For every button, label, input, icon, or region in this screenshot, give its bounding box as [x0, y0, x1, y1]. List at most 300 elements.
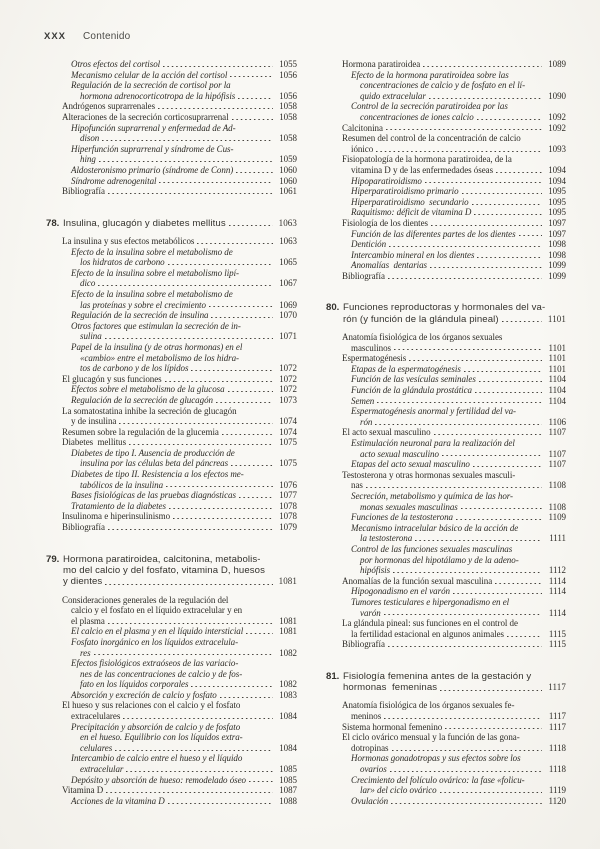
entry-text: nas	[351, 480, 363, 491]
toc-entry	[326, 271, 566, 282]
page-number: 1070	[279, 310, 297, 321]
toc-entry	[326, 197, 566, 208]
toc-line	[326, 796, 566, 807]
page-number: 1088	[279, 795, 297, 806]
entry-text: Función de las diferentes partes de los dientes	[351, 228, 516, 239]
toc-line	[46, 490, 297, 501]
entry-text: Hipoparatiroidismo	[351, 175, 422, 186]
dot-leader	[453, 593, 542, 594]
toc-entry	[46, 690, 297, 701]
toc-entry	[46, 658, 297, 690]
page-number: 1074	[279, 426, 297, 437]
toc-line	[46, 101, 297, 112]
entry-text: y de insulina	[71, 416, 117, 427]
page-number: 1101	[548, 353, 566, 364]
dot-leader	[377, 402, 542, 403]
entry-text: Control de la secreción paratiroidea por las	[351, 101, 508, 112]
entry-text: Intercambio de calcio entre el hueso y el líquido	[71, 753, 243, 764]
entry-text: vitamina D y de las enfermedades óseas	[351, 164, 494, 175]
entry-text: acto sexual masculino	[360, 448, 439, 459]
toc-line	[46, 732, 297, 743]
toc-entry	[46, 469, 297, 490]
page-number: 1074	[279, 416, 297, 427]
toc-entry	[46, 80, 297, 101]
entry-text: Raquitismo: déficit de vitamina D	[351, 207, 472, 218]
page-number: 1098	[548, 249, 566, 260]
toc-line	[326, 133, 566, 144]
entry-text: Diabetes de tipo II. Resistencia a los efectos me-	[71, 469, 244, 480]
toc-line	[46, 616, 297, 627]
toc-line	[46, 480, 297, 491]
entry-text: Hormonas gonadotropas y sus efectos sobre los	[351, 753, 521, 764]
toc-entry	[326, 239, 566, 250]
toc-line	[46, 176, 297, 187]
page-number: 1059	[279, 154, 297, 165]
toc-line	[46, 743, 297, 754]
toc-line	[326, 459, 566, 470]
toc-entry	[326, 154, 566, 175]
page-number: 1075	[279, 458, 297, 469]
toc-entry	[46, 511, 297, 522]
toc-entry	[46, 406, 297, 427]
toc-line	[46, 278, 297, 289]
entry-text: Espermatogénesis anormal y fertilidad del va-	[351, 406, 516, 417]
entry-text: la fertilidad estacional en algunos animales	[351, 628, 504, 639]
entry-text: lar» del ciclo ovárico	[360, 785, 437, 796]
toc-line	[326, 165, 566, 176]
toc-line	[46, 154, 297, 165]
toc-entry	[46, 70, 297, 81]
dot-leader	[386, 129, 542, 130]
entry-text: Efecto de la hormona paratiroidea sobre las	[351, 69, 509, 80]
toc-line	[326, 732, 566, 743]
page-number: 1081	[279, 615, 297, 626]
entry-text: Efecto de la insulina sobre el metabolismo de	[71, 246, 233, 257]
entry-text: Fisiopatología de la hormona paratiroidea, de la	[342, 154, 512, 165]
entry-text: Semen	[351, 395, 375, 406]
entry-text: El glucagón y sus funciones	[62, 373, 162, 384]
dot-leader	[158, 108, 273, 109]
entry-text: concentraciones de calcio y de fosfato en el lí-	[360, 80, 526, 91]
entry-text: Insulinoma e hiperinsulinismo	[62, 511, 171, 522]
toc-entry	[326, 133, 566, 154]
toc-entry	[46, 448, 297, 469]
entry-text: El acto sexual masculino	[342, 427, 431, 438]
toc-entry	[46, 176, 297, 187]
page-number: 1078	[279, 500, 297, 511]
toc-line	[46, 448, 297, 459]
dot-leader	[238, 98, 273, 99]
page-number: 1082	[279, 679, 297, 690]
toc-line	[46, 690, 297, 701]
toc-line	[46, 427, 297, 438]
entry-text: Funciones reproductoras y hormonales del va-	[343, 302, 546, 314]
dot-leader	[191, 686, 273, 687]
toc-line	[326, 512, 566, 523]
toc-line	[46, 342, 297, 353]
toc-entry	[326, 732, 566, 753]
dot-leader	[173, 518, 273, 519]
toc-line	[326, 764, 566, 775]
toc-line	[46, 289, 297, 300]
dot-leader	[434, 434, 542, 435]
dot-leader	[388, 646, 542, 647]
entry-text: Función de la glándula prostática	[351, 385, 473, 396]
dot-leader	[222, 434, 273, 435]
toc-line	[326, 576, 566, 587]
entry-text: Otros efectos del cortisol	[71, 59, 161, 69]
dot-leader	[169, 508, 273, 509]
toc-entry	[326, 59, 566, 70]
toc-entry	[46, 700, 297, 721]
toc-entry	[326, 597, 566, 618]
page-number: 1119	[548, 785, 566, 796]
entry-text: Etapas de la espermatogénesis	[351, 363, 461, 374]
toc-line	[46, 247, 297, 258]
toc-entry	[46, 59, 297, 70]
chapter-number: 80.	[326, 302, 340, 314]
toc-entry	[46, 289, 297, 310]
chapter-number: 79.	[46, 553, 60, 565]
entry-text: «cambio» entre el metabolismo de los hidra-	[80, 352, 239, 363]
dot-leader	[464, 371, 542, 372]
toc-line	[46, 637, 297, 648]
entry-text: mo del calcio y del fosfato, vitamina D, huesos	[63, 564, 265, 576]
page-number: 1095	[548, 207, 566, 218]
chapter-number: 78.	[46, 217, 60, 229]
toc-line	[326, 207, 566, 218]
toc-line	[46, 700, 297, 711]
dot-leader	[440, 690, 542, 691]
page-number: 1114	[548, 586, 566, 597]
entry-text: Anatomía fisiológica de los órganos sexuales fe-	[342, 700, 515, 711]
dot-leader	[249, 781, 273, 782]
toc-entry	[326, 775, 566, 796]
toc-line	[326, 332, 566, 343]
entry-text: Alteraciones de la secreción corticosuprarrenal	[62, 111, 229, 122]
entry-text: Fisiología de los dientes	[342, 217, 428, 228]
dot-leader	[384, 718, 542, 719]
toc-line	[326, 406, 566, 417]
entry-text: el plasma	[71, 615, 105, 626]
page-number: 1120	[548, 795, 566, 806]
toc-line	[326, 438, 566, 449]
dot-leader	[392, 750, 543, 751]
toc-line	[46, 133, 297, 144]
dot-leader	[415, 540, 542, 541]
toc-line	[326, 775, 566, 786]
page-number: 1056	[279, 90, 297, 101]
toc-entry	[46, 165, 297, 176]
dot-leader	[425, 182, 542, 183]
page-number: 1058	[279, 133, 297, 144]
toc-entry	[46, 522, 297, 533]
entry-text: Estimulación neuronal para la realización del	[351, 438, 515, 448]
toc-line	[326, 302, 566, 313]
toc-line	[326, 597, 566, 608]
entry-text: fato en los líquidos corporales	[80, 679, 189, 690]
toc-entry	[46, 310, 297, 321]
dot-leader	[228, 391, 273, 392]
toc-entry	[46, 186, 297, 197]
dot-leader	[479, 381, 542, 382]
dot-leader	[159, 182, 273, 183]
page-number: 1114	[548, 575, 566, 586]
entry-text: Mecanismo celular de la acción del cortisol	[71, 69, 228, 80]
dot-leader	[230, 76, 273, 77]
page-number: 1106	[548, 416, 566, 427]
dot-leader	[440, 792, 542, 793]
entry-text: Secreción, metabolismo y química de las hor-	[351, 490, 514, 501]
dot-leader	[461, 508, 542, 509]
page-number: 1063	[279, 236, 297, 247]
dot-leader	[429, 98, 542, 99]
entry-text: y dientes	[63, 576, 103, 588]
page-number: 1075	[279, 437, 297, 448]
toc-entry	[326, 260, 566, 271]
dot-leader	[472, 204, 542, 205]
toc-line	[46, 363, 297, 374]
toc-line	[326, 144, 566, 155]
toc-line	[46, 353, 297, 364]
toc-line	[326, 353, 566, 364]
dot-leader	[375, 424, 542, 425]
toc-entry	[46, 626, 297, 637]
dot-leader	[477, 257, 542, 258]
toc-entry	[326, 218, 566, 229]
entry-text: Espermatogénesis	[342, 353, 407, 364]
toc-line	[326, 59, 566, 70]
entry-text: calcio y el fosfato en el líquido extracelular y en	[71, 605, 243, 616]
toc-line	[326, 544, 566, 555]
toc-chapter-entry	[46, 554, 297, 588]
dot-leader	[168, 803, 273, 804]
page-number: 1101	[548, 342, 566, 353]
toc-chapter-entry	[326, 302, 566, 325]
toc-line	[326, 154, 566, 165]
dot-leader	[119, 423, 273, 424]
toc-line	[326, 523, 566, 534]
toc-line	[46, 123, 297, 134]
toc-entry	[326, 207, 566, 218]
entry-text: Vitamina D	[62, 785, 104, 796]
dot-leader	[462, 193, 542, 194]
toc-line	[326, 218, 566, 229]
dot-leader	[239, 497, 273, 498]
entry-text: masculinos	[351, 342, 391, 353]
toc-entry	[326, 586, 566, 597]
entry-text: El ciclo ovárico mensual y la función de las gona-	[342, 732, 520, 743]
toc-entry	[46, 796, 297, 807]
dot-leader	[129, 444, 273, 445]
toc-line	[46, 331, 297, 342]
entry-text: sulina	[80, 331, 102, 342]
entry-text: los hidratos de carbono	[80, 257, 165, 268]
toc-line	[46, 669, 297, 680]
dot-leader	[393, 572, 542, 573]
toc-line	[46, 395, 297, 406]
dot-leader	[409, 360, 542, 361]
toc-entry	[326, 438, 566, 459]
page-number: 1071	[279, 331, 297, 342]
toc-line	[46, 384, 297, 395]
dot-leader	[502, 321, 542, 322]
toc-line	[46, 59, 297, 70]
toc-line	[326, 639, 566, 650]
page-number: 1060	[279, 164, 297, 175]
entry-text: hing	[80, 154, 96, 165]
toc-line	[46, 257, 297, 268]
entry-text: Efectos fisiológicos extraóseos de las variacio-	[71, 658, 239, 669]
page-number: 1072	[279, 384, 297, 395]
page-number: 1094	[548, 175, 566, 186]
entry-text: Tratamiento de la diabetes	[71, 500, 166, 511]
toc-line	[46, 764, 297, 775]
toc-line	[46, 321, 297, 332]
toc-line	[46, 70, 297, 81]
dot-leader	[475, 392, 542, 393]
page-number: 1098	[548, 239, 566, 250]
toc-entry	[326, 406, 566, 427]
entry-text: Anomalías dentarias	[351, 260, 428, 271]
page-number: 1093	[548, 143, 566, 154]
toc-entry	[46, 753, 297, 774]
toc-line	[326, 671, 566, 682]
entry-text: Intercambio mineral en los dientes	[351, 249, 475, 260]
toc-line	[326, 314, 566, 325]
entry-text: dotropinas	[351, 742, 389, 753]
toc-line	[326, 586, 566, 597]
entry-text: Diabetes mellitus	[62, 437, 127, 448]
entry-text: Hiperparatiroidismo secundario	[351, 196, 469, 207]
toc-line	[326, 271, 566, 282]
page-number: 1089	[548, 59, 566, 69]
dot-leader	[507, 636, 542, 637]
page-number: 1092	[548, 122, 566, 133]
toc-line	[46, 753, 297, 764]
toc-entry	[326, 332, 566, 353]
toc-line	[46, 796, 297, 807]
dot-leader	[108, 623, 273, 624]
entry-text: Resumen del control de la concentración de calcio	[342, 133, 521, 144]
page-number: 1069	[279, 299, 297, 310]
toc-entry	[326, 427, 566, 438]
entry-text: res	[80, 647, 91, 658]
dot-leader	[376, 151, 542, 152]
entry-text: Dentición	[351, 239, 387, 250]
toc-line	[46, 374, 297, 385]
dot-leader	[216, 402, 273, 403]
toc-entry	[46, 384, 297, 395]
page-number: 1083	[279, 689, 297, 700]
toc-entry	[326, 374, 566, 385]
toc-entry	[46, 437, 297, 448]
page-number: 1061	[279, 186, 297, 197]
toc-entry	[46, 722, 297, 754]
page-number: 1081	[279, 626, 297, 637]
toc-line	[326, 427, 566, 438]
entry-text: Sistema hormonal femenino	[342, 721, 443, 732]
entry-text: Fosfato inorgánico en los líquidos extracelula-	[71, 636, 239, 647]
dot-leader	[99, 161, 273, 162]
page-number: 1082	[279, 647, 297, 658]
page-number: 1087	[279, 785, 297, 796]
page-number: 1107	[548, 427, 566, 438]
dot-leader	[431, 225, 542, 226]
toc-line	[46, 658, 297, 669]
dot-leader	[211, 317, 273, 318]
page-number: 1109	[548, 512, 566, 523]
page-number: 1094	[548, 164, 566, 175]
toc-line	[46, 144, 297, 155]
page-number: 1108	[548, 480, 566, 491]
toc-line	[326, 250, 566, 261]
toc-line	[46, 469, 297, 480]
toc-line	[326, 123, 566, 134]
toc-entry	[326, 470, 566, 491]
toc-line	[46, 775, 297, 786]
entry-text: dison	[80, 133, 100, 144]
entry-text: rón (y función de la glándula pineal)	[343, 313, 499, 325]
page-number: 1115	[548, 628, 566, 639]
toc-line	[46, 165, 297, 176]
entry-text: tos de carbono y de los lípidos	[80, 363, 189, 374]
toc-entry	[46, 395, 297, 406]
page-number: 1118	[548, 764, 566, 775]
toc-line	[326, 101, 566, 112]
page-number: 1104	[548, 374, 566, 385]
toc-chapter-entry	[326, 671, 566, 694]
entry-text: hormonas femeninas	[343, 682, 438, 694]
entry-text: La insulina y sus efectos metabólicos	[62, 236, 195, 247]
page-number: 1117	[548, 711, 566, 722]
toc-entry	[46, 342, 297, 374]
page-number: 1099	[548, 270, 566, 281]
dot-leader	[108, 193, 273, 194]
dot-leader	[123, 718, 273, 719]
page-number: 1056	[279, 69, 297, 80]
toc-entry	[46, 427, 297, 438]
page-number: 1065	[279, 257, 297, 268]
entry-text: Hipofunción suprarrenal y enfermedad de Ad-	[71, 122, 236, 133]
toc-entry	[326, 123, 566, 134]
toc-entry	[326, 639, 566, 650]
running-header	[44, 31, 130, 42]
entry-text: Bibliografía	[62, 522, 105, 533]
entry-text: Bases fisiológicas de las pruebas diagnósticas	[71, 490, 236, 501]
entry-text: iónico	[351, 143, 374, 154]
entry-text: La glándula pineal: sus funciones en el control de	[342, 618, 518, 629]
entry-text: Efecto de la insulina sobre el metabolismo lipí-	[71, 267, 239, 278]
toc-entry	[46, 268, 297, 289]
toc-line	[46, 605, 297, 616]
toc-line	[326, 682, 566, 693]
toc-line	[46, 511, 297, 522]
toc-line	[326, 785, 566, 796]
dot-leader	[496, 172, 542, 173]
entry-text: insulina por las células beta del páncreas	[80, 458, 229, 469]
entry-text: tabólicos de la insulina	[80, 479, 164, 490]
dot-leader	[390, 771, 542, 772]
entry-text: Depósito y absorción de hueso: remodelado óseo	[71, 774, 247, 785]
entry-text: Bibliografía	[62, 186, 105, 197]
entry-text: Calcitonina	[342, 122, 383, 133]
toc-line	[46, 595, 297, 606]
dot-leader	[229, 225, 273, 226]
entry-text: Anomalías de la función sexual masculina	[342, 575, 493, 586]
entry-text: Hiperfunción suprarrenal y síndrome de Cus-	[71, 143, 234, 154]
toc-entry	[326, 722, 566, 733]
